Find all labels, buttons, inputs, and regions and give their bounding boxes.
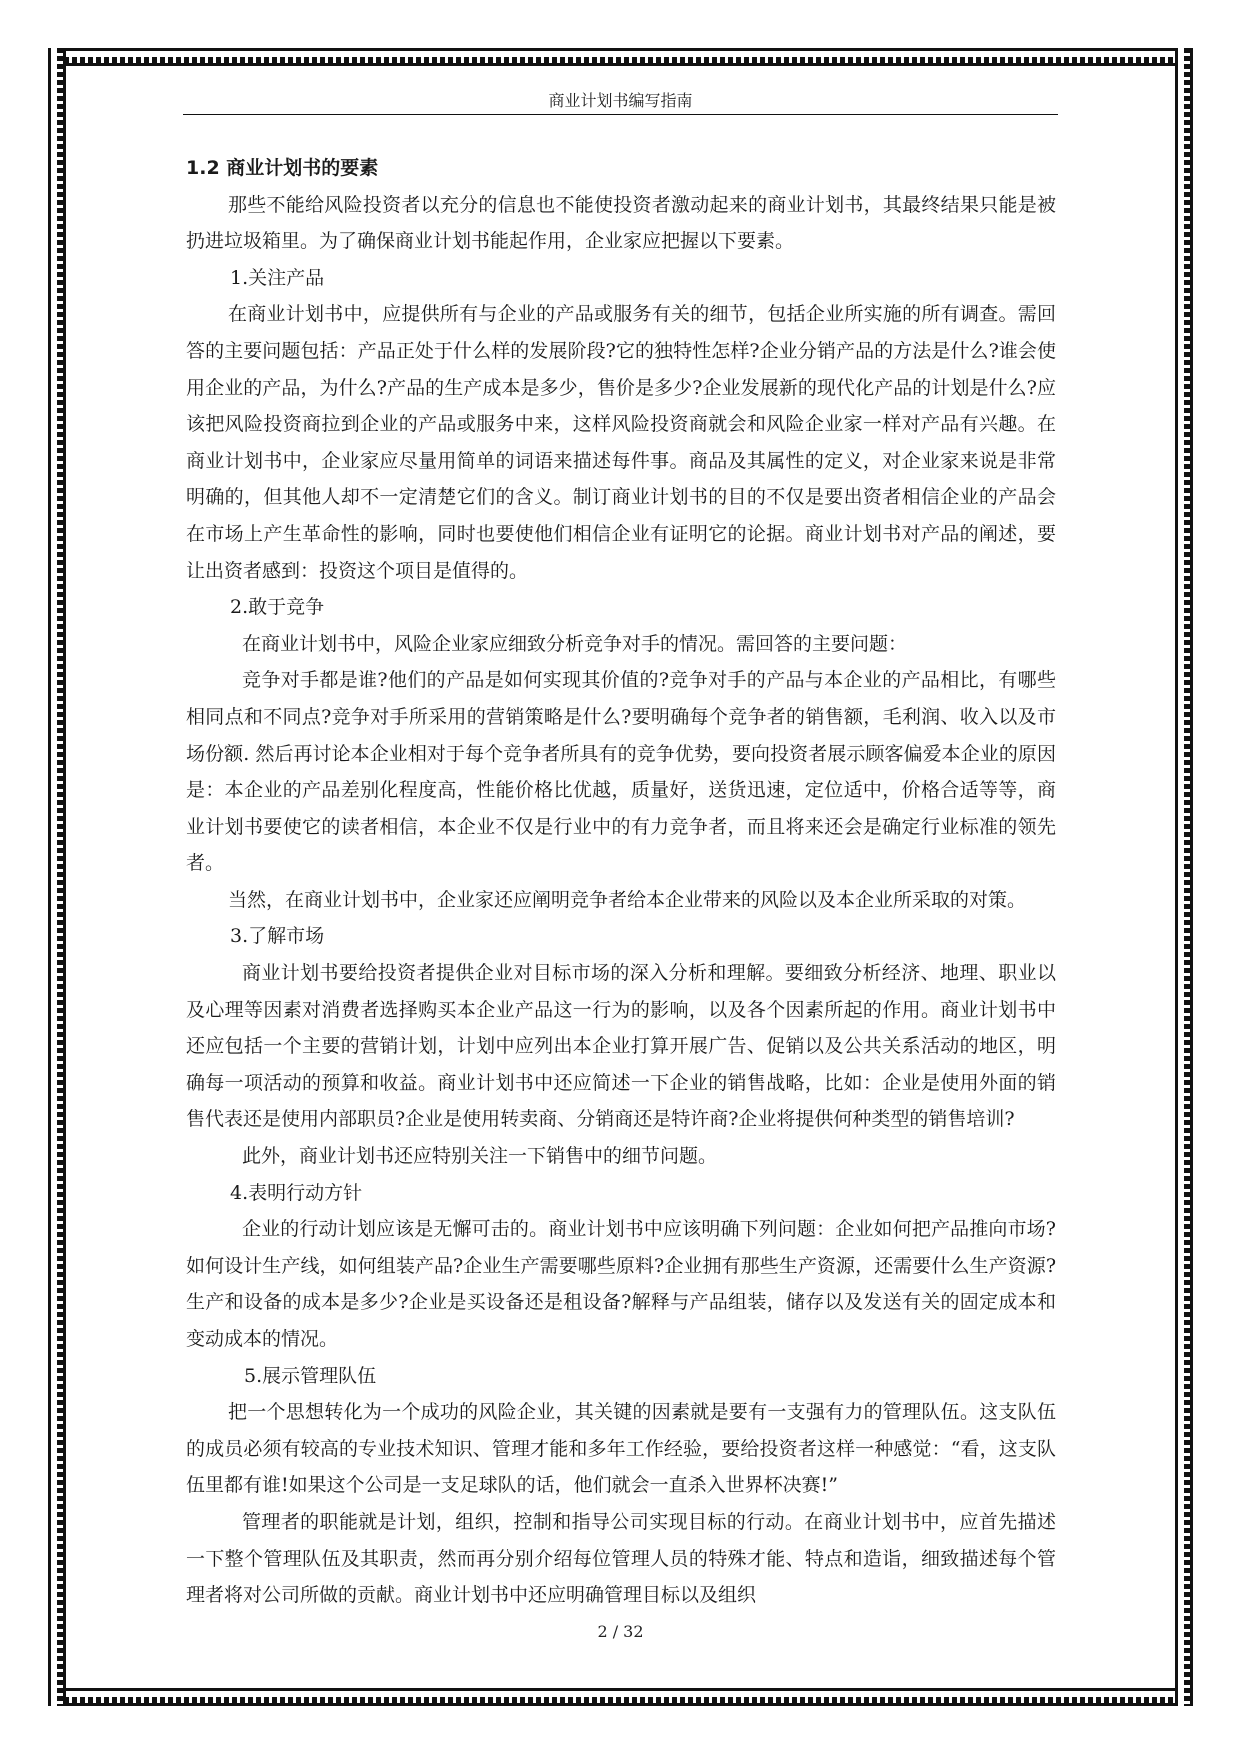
- section-intro: 那些不能给风险投资者以充分的信息也不能使投资者激动起来的商业计划书，其最终结果只能是被扔进垃圾箱里。为了确保商业计划书能起作用，企业家应把握以下要素。: [186, 193, 1056, 253]
- page-number: 2 / 32: [597, 1622, 644, 1641]
- header-divider: [183, 114, 1058, 115]
- item-title-action-plan: 4.表明行动方针: [230, 1181, 363, 1204]
- paragraph: 竞争对手都是谁?他们的产品是如何实现其价值的?竞争对手的产品与本企业的产品相比，有哪些相同点和不同点?竞争对手所采用的营销策略是什么?要明确每个竞争者的销售额，毛利润、收入以及市场份额. 然后再讨论本企业相对于每个竞争者所具有的竞争优势，要向投资者展示顾客偏爱本企业的原因是：本企业的产品差别化程度高，性能价格比优越，质量好，送货迅速，定位适中，价格合适等等，商业计划书要使它的读者相信，本企业不仅是行业中的有力竞争者，而且将来还会是确定行业标准的领先者。: [186, 669, 1056, 875]
- page-body: [186, 150, 1056, 1614]
- paragraph: 企业的行动计划应该是无懈可击的。商业计划书中应该明确下列问题：企业如何把产品推向市场?如何设计生产线，如何组装产品?企业生产需要哪些原料?企业拥有那些生产资源，还需要什么生产资源?生产和设备的成本是多少?企业是买设备还是租设备?解释与产品组装，储存以及发送有关的固定成本和变动成本的情况。: [186, 1218, 1056, 1350]
- border-top: [48, 48, 1193, 66]
- paragraph: 商业计划书要给投资者提供企业对目标市场的深入分析和理解。要细致分析经济、地理、职业以及心理等因素对消费者选择购买本企业产品这一行为的影响，以及各个因素所起的作用。商业计划书中还应包括一个主要的营销计划，计划中应列出本企业打算开展广告、促销以及公共关系活动的地区，明确每一项活动的预算和收益。商业计划书中还应简述一下企业的销售战略，比如：企业是使用外面的销售代表还是使用内部职员?企业是使用转卖商、分销商还是特许商?企业将提供何种类型的销售培训?: [186, 962, 1056, 1131]
- paragraph: 在商业计划书中，风险企业家应细致分析竞争对手的情况。需回答的主要问题：: [242, 632, 908, 655]
- border-right: [1175, 48, 1193, 1706]
- paragraph: 把一个思想转化为一个成功的风险企业，其关键的因素就是要有一支强有力的管理队伍。这支队伍的成员必须有较高的专业技术知识、管理才能和多年工作经验，要给投资者这样一种感觉：“看，这支队伍里都有谁!如果这个公司是一支足球队的话，他们就会一直杀入世界杯决赛!”: [186, 1401, 1056, 1497]
- paragraph: 此外，商业计划书还应特别关注一下销售中的细节问题。: [242, 1145, 718, 1168]
- item-title-management-team: 5.展示管理队伍: [244, 1364, 377, 1387]
- paragraph: 在商业计划书中，应提供所有与企业的产品或服务有关的细节，包括企业所实施的所有调查。需回答的主要问题包括：产品正处于什么样的发展阶段?它的独特性怎样?企业分销产品的方法是什么?谁会使用企业的产品，为什么?产品的生产成本是多少，售价是多少?企业发展新的现代化产品的计划是什么?应该把风险投资商拉到企业的产品或服务中来，这样风险投资商就会和风险企业家一样对产品有兴趣。在商业计划书中，企业家应尽量用简单的词语来描述每件事。商品及其属性的定义，对企业家来说是非常明确的，但其他人却不一定清楚它们的含义。制订商业计划书的目的不仅是要出资者相信企业的产品会在市场上产生革命性的影响，同时也要使他们相信企业有证明它的论据。商业计划书对产品的阐述，要让出资者感到：投资这个项目是值得的。: [186, 303, 1056, 582]
- item-title-market: 3.了解市场: [230, 925, 325, 948]
- paragraph: 当然，在商业计划书中，企业家还应阐明竞争者给本企业带来的风险以及本企业所采取的对策。: [228, 888, 1027, 911]
- border-left: [48, 48, 66, 1706]
- paragraph: 管理者的职能就是计划，组织，控制和指导公司实现目标的行动。在商业计划书中，应首先描述一下整个管理队伍及其职责，然而再分别介绍每位管理人员的特殊才能、特点和造诣，细致描述每个管理者将对公司所做的贡献。商业计划书中还应明确管理目标以及组织: [186, 1510, 1056, 1607]
- running-header: 商业计划书编写指南: [548, 91, 693, 110]
- item-title-product: 1.关注产品: [230, 266, 325, 289]
- section-heading: 1.2 商业计划书的要素: [186, 157, 379, 179]
- item-title-competition: 2.敢于竞争: [230, 596, 325, 619]
- border-bottom: [48, 1688, 1193, 1706]
